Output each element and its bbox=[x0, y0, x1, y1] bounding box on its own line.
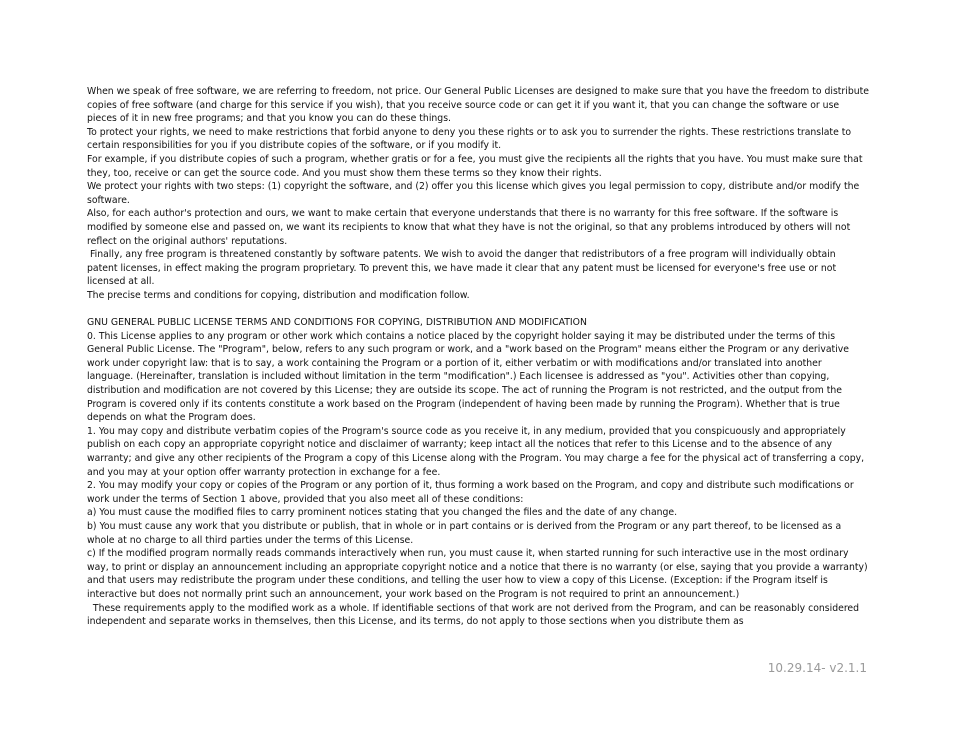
paragraph-precise-terms: The precise terms and conditions for copying, distribution and modification follow. bbox=[87, 289, 470, 301]
blank-line bbox=[87, 303, 869, 317]
paragraph-example: For example, if you distribute copies of such a program, whether gratis or for a fee, you must give the recipients all the rights that you have. You must make sure that they, too, receive or can get the source code. And you must show them these terms so they know their rights. bbox=[87, 153, 866, 179]
paragraph-requirements: These requirements apply to the modified work as a whole. If identifiable sections of that work are not derived from the Program, and can be reasonably considered independent and separate works in themselves, then this License, and its terms, do not apply to those sections when you distribute them as bbox=[87, 602, 863, 628]
document-body bbox=[87, 85, 872, 629]
paragraph-two-steps: We protect your rights with two steps: (1) copyright the software, and (2) offer you this license which gives you legal permission to copy, distribute and/or modify the software. bbox=[87, 181, 863, 206]
clause-2a: a) You must cause the modified files to carry prominent notices stating that you changed the files and the date of any change. bbox=[87, 507, 678, 519]
version-label: 10.29.14- v2.1.1 bbox=[767, 661, 867, 675]
clause-1: 1. You may copy and distribute verbatim copies of the Program's source code as you receive it, in any medium, provided that you conspicuously and appropriately publish on each copy an appropriate copyright notice and disclaimer of warranty; keep intact all the notices that refer to this License and to the absence of any warranty; and give any other recipients of the Program a copy of this License along with the Program. You may charge a fee for the physical act of transferring a copy, and you may at your option offer warranty protection in exchange for a fee. bbox=[87, 425, 868, 478]
paragraph-intro: When we speak of free software, we are referring to freedom, not price. Our General Public Licenses are designed to make sure that you have the freedom to distribute copies of free software (and charge for this service if you wish), that you receive source code or can get it if you want it, that you can change the software or use pieces of it in new free programs; and that you know you can do these things. bbox=[87, 86, 872, 125]
section-heading: GNU GENERAL PUBLIC LICENSE TERMS AND CONDITIONS FOR COPYING, DISTRIBUTION AND MODIFICATION bbox=[87, 317, 587, 329]
clause-2c: c) If the modified program normally reads commands interactively when run, you must cause it, when started running for such interactive use in the most ordinary way, to print or display an announcement including an appropriate copyright notice and a notice that there is no warranty (or else, saying that you provide a warranty) and that users may redistribute the program under these conditions, and telling the user how to view a copy of this License. (Exception: if the Program itself is interactive but does not normally print such an announcement, your work based on the Program is not required to print an announcement.) bbox=[87, 548, 871, 600]
clause-2: 2. You may modify your copy or copies of the Program or any portion of it, thus forming a work based on the Program, and copy and distribute such modifications or work under the terms of Section 1 above, provided that you also meet all of these conditions: bbox=[87, 480, 857, 505]
paragraph-patents: Finally, any free program is threatened constantly by software patents. We wish to avoid the danger that redistributors of a free program will individually obtain patent licenses, in effect making the program proprietary. To prevent this, we have made it clear that any patent must be licensed for everyone's free use or not licensed at all. bbox=[87, 249, 840, 288]
clause-0: 0. This License applies to any program or other work which contains a notice placed by the copyright holder saying it may be distributed under the terms of this General Public License. The "Program", below, refers to any such program or work, and a "work based on the Program" means either the Program or any derivative work under copyright law: that is to say, a work containing the Program or a portion of it, either verbatim or with modifications and/or translated into another language. (Hereinafter, translation is included without limitation in the term "modification".) Each licensee is addressed as "you". Activities other than copying, distribution and modification are not covered by this License; they are outside its scope. The act of running the Program is not restricted, and the output from the Program is covered only if its contents constitute a work based on the Program (independent of having been made by running the Program). Whether that is true depends on what the Program does. bbox=[87, 330, 852, 424]
clause-2b: b) You must cause any work that you distribute or publish, that in whole or in part contains or is derived from the Program or any part thereof, to be licensed as a whole at no charge to all third parties under the terms of this License. bbox=[87, 521, 845, 546]
paragraph-no-warranty: Also, for each author's protection and ours, we want to make certain that everyone understands that there is no warranty for this free software. If the software is modified by someone else and passed on, we want its recipients to know that what they have is not the original, so that any problems introduced by others will not reflect on the original authors' reputations. bbox=[87, 208, 854, 247]
paragraph-protect-rights: To protect your rights, we need to make restrictions that forbid anyone to deny you these rights or to ask you to surrender the rights. These restrictions translate to certain responsibilities for you if you distribute copies of the software, or if you modify it. bbox=[87, 126, 855, 152]
